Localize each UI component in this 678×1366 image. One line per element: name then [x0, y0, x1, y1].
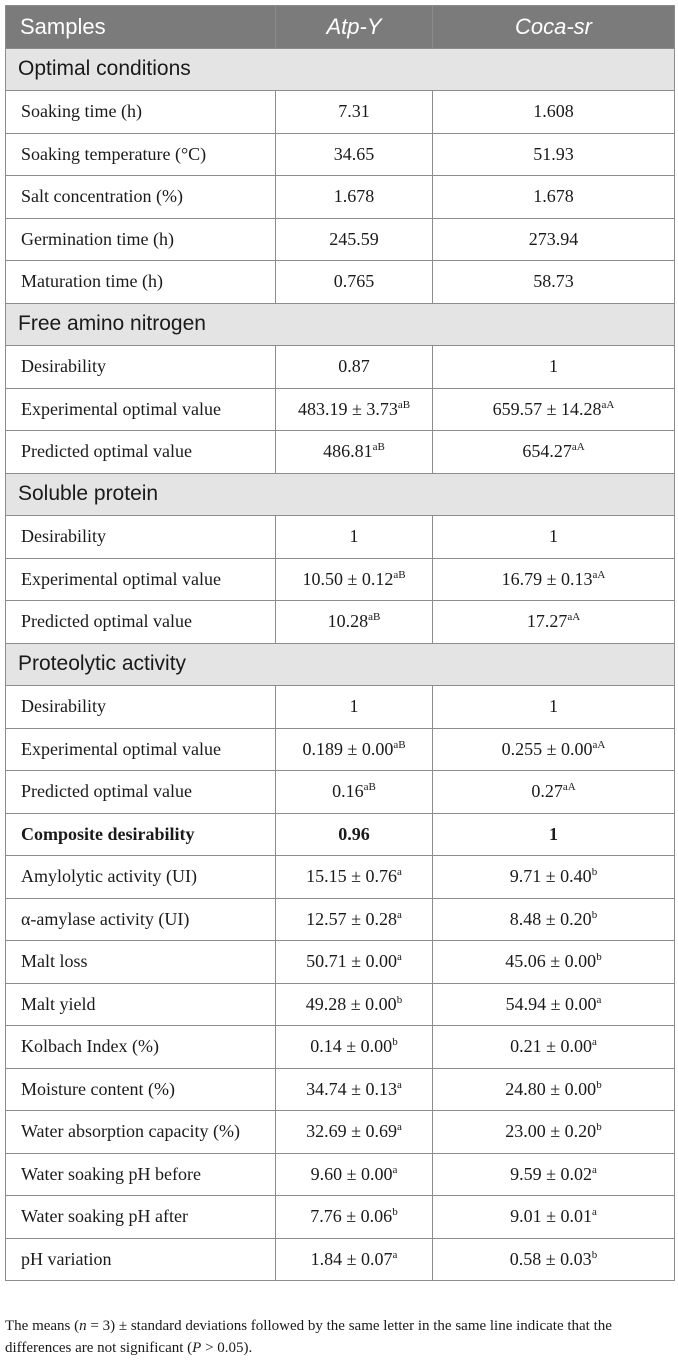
row-label: Predicted optimal value — [6, 771, 276, 814]
header-samples: Samples — [6, 6, 276, 49]
table-row — [6, 261, 675, 304]
row-label: Experimental optimal value — [6, 728, 276, 771]
coca-sr-value: 45.06 ± 0.00$^b$ — [433, 941, 675, 984]
atp-y-value: 12.57 ± 0.28$^a$ — [276, 898, 433, 941]
table-row — [6, 388, 675, 431]
table-row — [6, 346, 675, 389]
significance-letters: aB — [368, 611, 381, 624]
header-row — [6, 6, 675, 49]
coca-sr-value: 1 — [433, 346, 675, 389]
atp-y-value: 0.87 — [276, 346, 433, 389]
table-row — [6, 686, 675, 729]
significance-letters: aA — [571, 441, 585, 454]
atp-y-value: $0.16^{aB}$ — [276, 771, 433, 814]
section-title: Soluble protein — [6, 473, 675, 516]
row-label: Water soaking pH after — [6, 1196, 276, 1239]
row-label: Moisture content (%) — [6, 1068, 276, 1111]
significance-letters: b — [396, 993, 403, 1006]
coca-sr-value: 1 — [433, 686, 675, 729]
significance-letters: a — [392, 1163, 398, 1176]
row-label: Germination time (h) — [6, 218, 276, 261]
atp-y-value: 9.60 ± 0.00$^a$ — [276, 1153, 433, 1196]
significance-letters: aB — [372, 441, 385, 454]
table-row — [6, 941, 675, 984]
significance-letters: aA — [601, 398, 615, 411]
significance-letters: b — [596, 951, 602, 964]
significance-letters: aA — [592, 738, 606, 751]
significance-letters: a — [592, 1206, 597, 1219]
significance-letters: a — [397, 866, 402, 879]
atp-y-value: 0.765 — [276, 261, 433, 304]
significance-letters: a — [592, 1163, 597, 1176]
atp-y-value: $10.50 \pm 0.12^{aB}$ — [276, 558, 433, 601]
table-row — [6, 558, 675, 601]
row-label: Maturation time (h) — [6, 261, 276, 304]
row-label: Kolbach Index (%) — [6, 1026, 276, 1069]
row-label: Desirability — [6, 516, 276, 559]
coca-sr-value: $654.27^{aA}$ — [433, 431, 675, 474]
row-label: Amylolytic activity (UI) — [6, 856, 276, 899]
row-label: Soaking time (h) — [6, 91, 276, 134]
table-row — [6, 728, 675, 771]
atp-y-value: 1.678 — [276, 176, 433, 219]
table-row — [6, 176, 675, 219]
row-label: Predicted optimal value — [6, 431, 276, 474]
significance-letters: b — [591, 866, 598, 879]
table-body — [6, 48, 675, 1281]
table-row — [6, 1026, 675, 1069]
table-row — [6, 898, 675, 941]
coca-sr-value: $659.57 \pm 14.28^{aA}$ — [433, 388, 675, 431]
table-footnote: The means (n = 3) ± standard deviations followed by the same letter in the same line indicate that the differences are not significant (P > 0.05). — [5, 1318, 612, 1356]
coca-sr-value: $0.27^{aA}$ — [433, 771, 675, 814]
row-label: Desirability — [6, 346, 276, 389]
coca-sr-value: 8.48 ± 0.20$^b$ — [433, 898, 675, 941]
section-title: Optimal conditions — [6, 48, 675, 91]
significance-letters: aB — [397, 398, 411, 411]
atp-y-value: $10.28^{aB}$ — [276, 601, 433, 644]
table-row — [6, 218, 675, 261]
atp-y-value: 49.28 ± 0.00$^b$ — [276, 983, 433, 1026]
coca-sr-value: 9.01 ± 0.01$^a$ — [433, 1196, 675, 1239]
atp-y-value: 32.69 ± 0.69$^a$ — [276, 1111, 433, 1154]
significance-letters: aB — [363, 781, 376, 794]
coca-sr-value: 1.608 — [433, 91, 675, 134]
coca-sr-value: $17.27^{aA}$ — [433, 601, 675, 644]
row-label: Malt loss — [6, 941, 276, 984]
significance-letters: b — [596, 1121, 602, 1134]
row-label: Water soaking pH before — [6, 1153, 276, 1196]
table-row — [6, 1068, 675, 1111]
table-row — [6, 431, 675, 474]
coca-sr-value: $0.255 \pm 0.00^{aA}$ — [433, 728, 675, 771]
significance-letters: a — [392, 1248, 398, 1261]
table-row — [6, 133, 675, 176]
coca-sr-value: $16.79 \pm 0.13^{aA}$ — [433, 558, 675, 601]
atp-y-value: 50.71 ± 0.00$^a$ — [276, 941, 433, 984]
section-header-row — [6, 643, 675, 686]
significance-letters: aB — [393, 738, 406, 751]
row-label: Water absorption capacity (%) — [6, 1111, 276, 1154]
row-label: Predicted optimal value — [6, 601, 276, 644]
table-row — [6, 1238, 675, 1281]
significance-letters: a — [397, 951, 402, 964]
section-title: Proteolytic activity — [6, 643, 675, 686]
table-row — [6, 856, 675, 899]
section-header-row — [6, 473, 675, 516]
table-row — [6, 601, 675, 644]
coca-sr-value: 23.00 ± 0.20$^b$ — [433, 1111, 675, 1154]
header-atp-y: Atp-Y — [276, 6, 433, 49]
table-row — [6, 983, 675, 1026]
row-label: Experimental optimal value — [6, 388, 276, 431]
significance-letters: b — [591, 1248, 598, 1261]
coca-sr-value: 0.21 ± 0.00$^a$ — [433, 1026, 675, 1069]
coca-sr-value: 9.71 ± 0.40$^b$ — [433, 856, 675, 899]
coca-sr-value: 9.59 ± 0.02$^a$ — [433, 1153, 675, 1196]
table-row — [6, 1196, 675, 1239]
significance-letters: aB — [393, 568, 406, 581]
significance-letters: a — [592, 1036, 597, 1049]
significance-letters: b — [392, 1206, 398, 1219]
row-label: Experimental optimal value — [6, 558, 276, 601]
section-header-row — [6, 303, 675, 346]
section-header-row — [6, 48, 675, 91]
atp-y-value: 1 — [276, 686, 433, 729]
significance-letters: b — [392, 1036, 398, 1049]
significance-letters: a — [397, 1121, 402, 1134]
significance-letters: aA — [562, 781, 576, 794]
atp-y-value: 1.84 ± 0.07$^a$ — [276, 1238, 433, 1281]
atp-y-value: $0.189 \pm 0.00^{aB}$ — [276, 728, 433, 771]
results-table — [5, 5, 675, 1281]
row-label: Desirability — [6, 686, 276, 729]
atp-y-value: 34.65 — [276, 133, 433, 176]
coca-sr-value: 1 — [433, 516, 675, 559]
row-label: pH variation — [6, 1238, 276, 1281]
table-row — [6, 91, 675, 134]
table-row — [6, 1153, 675, 1196]
coca-sr-value: 54.94 ± 0.00$^a$ — [433, 983, 675, 1026]
table-row — [6, 771, 675, 814]
row-label: Salt concentration (%) — [6, 176, 276, 219]
table-row — [6, 1111, 675, 1154]
significance-letters: a — [397, 1078, 402, 1091]
significance-letters: b — [591, 908, 598, 921]
atp-y-value: 0.96 — [276, 813, 433, 856]
significance-letters: a — [397, 908, 402, 921]
coca-sr-value: 24.80 ± 0.00$^b$ — [433, 1068, 675, 1111]
significance-letters: aA — [592, 568, 606, 581]
atp-y-value: 7.76 ± 0.06$^b$ — [276, 1196, 433, 1239]
atp-y-value: $486.81^{aB}$ — [276, 431, 433, 474]
atp-y-value: $483.19 \pm 3.73^{aB}$ — [276, 388, 433, 431]
significance-letters: aA — [567, 611, 581, 624]
row-label: Composite desirability — [6, 813, 276, 856]
row-label: Soaking temperature (°C) — [6, 133, 276, 176]
header-coca-sr: Coca-sr — [433, 6, 675, 49]
row-label: α-amylase activity (UI) — [6, 898, 276, 941]
section-title: Free amino nitrogen — [6, 303, 675, 346]
coca-sr-value: 1 — [433, 813, 675, 856]
atp-y-value: 7.31 — [276, 91, 433, 134]
coca-sr-value: 273.94 — [433, 218, 675, 261]
row-label: Malt yield — [6, 983, 276, 1026]
coca-sr-value: 0.58 ± 0.03$^b$ — [433, 1238, 675, 1281]
atp-y-value: 0.14 ± 0.00$^b$ — [276, 1026, 433, 1069]
atp-y-value: 245.59 — [276, 218, 433, 261]
coca-sr-value: 51.93 — [433, 133, 675, 176]
significance-letters: b — [596, 1078, 602, 1091]
table-row — [6, 813, 675, 856]
table-row — [6, 516, 675, 559]
atp-y-value: 1 — [276, 516, 433, 559]
atp-y-value: 15.15 ± 0.76$^a$ — [276, 856, 433, 899]
significance-letters: a — [596, 993, 602, 1006]
coca-sr-value: 58.73 — [433, 261, 675, 304]
atp-y-value: 34.74 ± 0.13$^a$ — [276, 1068, 433, 1111]
coca-sr-value: 1.678 — [433, 176, 675, 219]
